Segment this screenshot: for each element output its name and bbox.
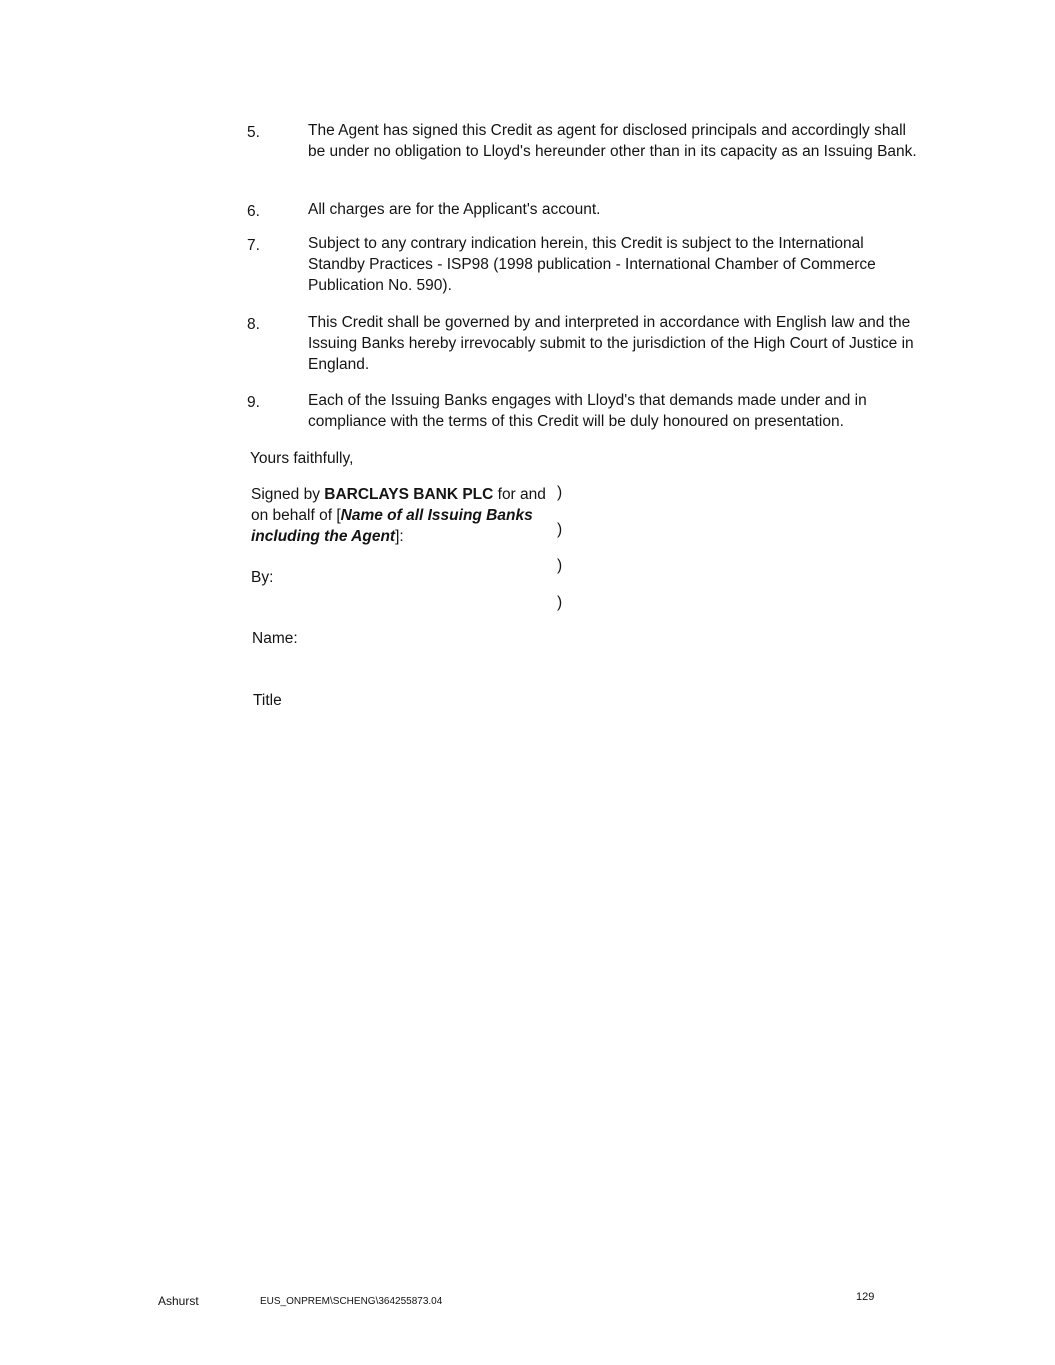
clause-number: 5. — [247, 124, 260, 141]
clause-text: The Agent has signed this Credit as agent for disclosed principals and accordingly shall be under no obligation to Lloyd's hereunder other than in its capacity as an Issuing Bank. — [308, 122, 917, 160]
clause-number: 8. — [247, 316, 260, 333]
bank-name: BARCLAYS BANK PLC — [324, 486, 494, 503]
clause-text: All charges are for the Applicant's account. — [308, 201, 601, 218]
title-label: Title — [253, 692, 282, 709]
closing-salutation: Yours faithfully, — [250, 450, 354, 467]
footer-firm: Ashurst — [158, 1294, 199, 1308]
clause-text: Each of the Issuing Banks engages with Lloyd's that demands made under and in compliance with the terms of this Credit will be duly honoured on presentation. — [308, 392, 867, 430]
by-label: By: — [251, 569, 274, 586]
signature-paren: ) — [557, 484, 563, 501]
clause-number: 7. — [247, 237, 260, 254]
clause-text: This Credit shall be governed by and interpreted in accordance with English law and the Issuing Banks hereby irrevocably submit to the jurisdiction of the High Court of Justice in England. — [308, 314, 914, 373]
clause-text: Subject to any contrary indication herein, this Credit is subject to the International Standby Practices - ISP98 (1998 publication - International Chamber of Commerce Publication No. 590). — [308, 235, 876, 294]
signature-paren: ) — [557, 521, 563, 538]
signature-paren: ) — [557, 557, 563, 574]
footer-reference: EUS_ONPREM\SCHENG\364255873.04 — [260, 1296, 443, 1307]
name-label: Name: — [252, 630, 298, 647]
clause-number: 9. — [247, 394, 260, 411]
issuing-banks-placeholder: Name of all Issuing Banks including the Agent — [251, 507, 533, 545]
on-behalf-text: for and on behalf of [ — [251, 486, 546, 524]
signature-paren: ) — [557, 594, 563, 611]
page-number: 129 — [856, 1291, 875, 1303]
clause-number: 6. — [247, 203, 260, 220]
placeholder-close: ]: — [395, 528, 404, 545]
signature-block — [251, 484, 551, 547]
signed-by-text: Signed by — [251, 486, 325, 503]
